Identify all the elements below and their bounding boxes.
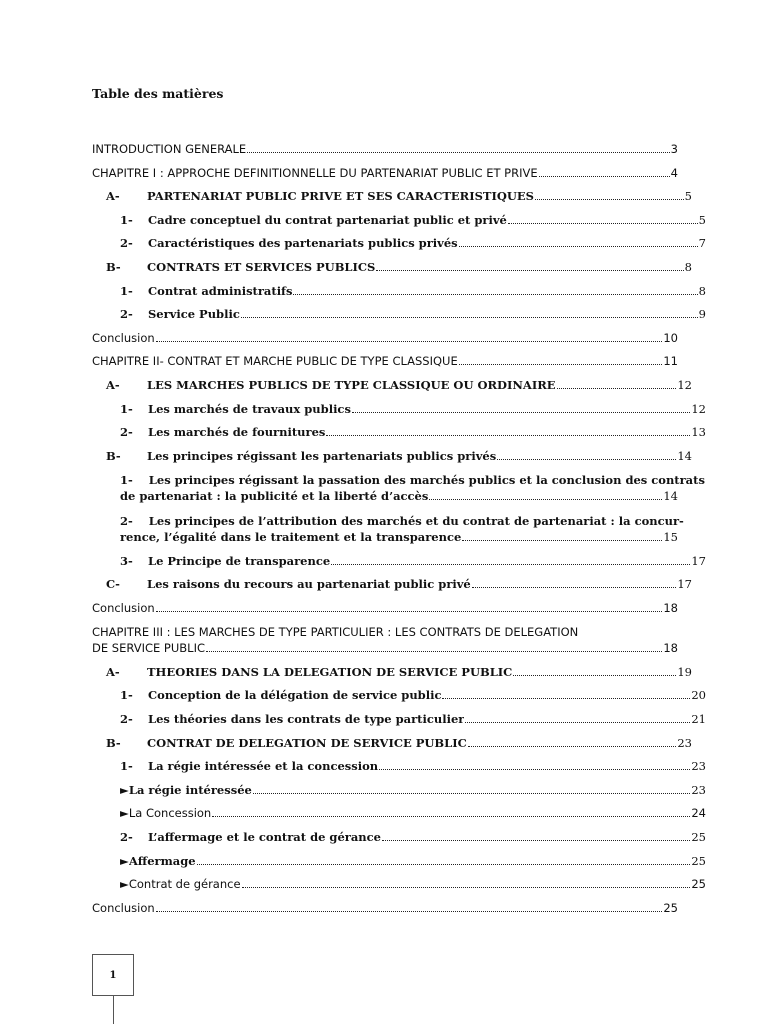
toc-entry-label: THEORIES DANS LA DELEGATION DE SERVICE PUBLIC [147, 664, 513, 679]
dot-leader [465, 721, 690, 723]
toc-entry-label: Caractéristiques des partenariats publics privés [148, 236, 458, 251]
toc-entry-page: 11 [663, 354, 678, 369]
page-number: 1 [109, 969, 117, 981]
page-number-connector [113, 996, 114, 1024]
toc-entry-page: 14 [677, 448, 692, 463]
toc-entry-number: 2- [120, 307, 133, 322]
toc-entry-label: Contrat de gérance [128, 877, 241, 892]
toc-entry[interactable] [92, 688, 706, 703]
arrow-icon: ► [120, 782, 129, 797]
toc-entry[interactable] [92, 284, 706, 299]
toc-entry-page: 18 [663, 600, 678, 615]
dot-leader [539, 175, 670, 177]
toc-entry[interactable] [92, 142, 678, 157]
page-title: Table des matières [92, 86, 224, 101]
toc-entry-page: 9 [698, 307, 706, 322]
toc-entry[interactable] [92, 877, 706, 892]
dot-leader [241, 316, 698, 318]
dot-leader [212, 815, 690, 817]
dot-leader [468, 745, 677, 747]
toc-entry-label: Service Public [148, 307, 240, 322]
toc-entry[interactable] [92, 901, 678, 916]
toc-entry-number: B- [106, 259, 121, 274]
dot-leader [508, 222, 698, 224]
toc-entry-page: 18 [663, 641, 678, 656]
toc-entry-label: Les marchés de travaux publics [148, 401, 351, 416]
dot-leader [459, 245, 698, 247]
toc-entry-number: 1- [120, 473, 133, 488]
toc-entry[interactable] [92, 665, 692, 680]
toc-entry-page: 12 [691, 401, 706, 416]
toc-entry-page: 3 [670, 142, 678, 156]
toc-entry[interactable] [92, 425, 706, 440]
toc-entry-label: Cadre conceptuel du contrat partenariat public et privé [148, 212, 507, 227]
toc-entry[interactable] [92, 449, 692, 464]
toc-entry-page: 7 [698, 236, 706, 251]
toc-entry-label: Les principes régissant la passation des marchés publics et la conclusion des contrats [148, 473, 705, 488]
dot-leader [535, 198, 684, 200]
toc-entry-label: Le Principe de transparence [148, 553, 331, 568]
dot-leader [156, 340, 663, 342]
dot-leader [242, 886, 691, 888]
toc-entry-label: L’affermage et le contrat de gérance [148, 830, 381, 845]
toc-entry[interactable] [92, 213, 706, 228]
toc-entry-label: Affermage [128, 853, 196, 868]
toc-entry-number: A- [106, 189, 120, 204]
toc-entry-label: La régie intéressée et la concession [148, 759, 379, 774]
toc-entry[interactable] [92, 166, 678, 181]
toc-entry-number: 1- [120, 283, 133, 298]
dot-leader [459, 363, 663, 365]
toc-entry-number: 2- [120, 830, 133, 845]
toc-entry-number: 2- [120, 236, 133, 251]
toc-entry-number: A- [106, 664, 120, 679]
dot-leader [156, 910, 663, 912]
dot-leader [197, 863, 691, 865]
toc-entry[interactable] [92, 624, 678, 656]
toc-entry[interactable] [92, 783, 706, 798]
toc-entry[interactable] [92, 513, 684, 545]
dot-leader [206, 650, 662, 652]
toc-entry[interactable] [92, 806, 706, 821]
toc-entry-label: CHAPITRE II- CONTRAT ET MARCHE PUBLIC DE TYPE CLASSIQUE [92, 354, 458, 369]
arrow-icon: ► [120, 877, 129, 892]
toc-entry[interactable] [92, 354, 678, 369]
toc-entry-label: Conclusion [92, 330, 155, 345]
toc-entry[interactable] [92, 712, 706, 727]
toc-entry-number: B- [106, 448, 121, 463]
dot-leader [379, 768, 690, 770]
toc-entry-number: 2- [120, 425, 133, 440]
toc-entry-page: 4 [670, 165, 678, 180]
toc-entry-page: 21 [691, 712, 706, 727]
arrow-icon: ► [120, 806, 129, 821]
toc-entry-number: 2- [120, 712, 133, 727]
toc-entry-label: Les théories dans les contrats de type particulier [148, 712, 465, 727]
toc-entry[interactable] [92, 830, 706, 845]
dot-leader [156, 610, 663, 612]
arrow-icon: ► [120, 853, 129, 868]
dot-leader [382, 839, 690, 841]
toc-entry-number: 1- [120, 688, 133, 703]
dot-leader [293, 293, 697, 295]
toc-entry-page: 17 [691, 553, 706, 568]
toc-entry[interactable] [92, 736, 692, 751]
toc-entry-page: 23 [677, 735, 692, 750]
toc-entry-label: INTRODUCTION GENERALE [92, 142, 247, 156]
toc-entry-number: 1- [120, 212, 133, 227]
toc-entry-page: 5 [698, 212, 706, 227]
toc-entry[interactable] [92, 472, 705, 504]
page-number-box [92, 954, 134, 996]
toc-entry-label: CONTRATS ET SERVICES PUBLICS [147, 259, 376, 274]
toc-entry-page: 25 [691, 830, 706, 845]
toc-entry[interactable] [92, 307, 706, 322]
dot-leader [472, 586, 677, 588]
toc-entry-label: Conclusion [92, 900, 155, 915]
toc-entry-page: 13 [691, 425, 706, 440]
toc-entry[interactable] [92, 331, 678, 346]
toc-entry-label: CHAPITRE III : LES MARCHES DE TYPE PARTICULIER : LES CONTRATS DE DELEGATION [92, 625, 579, 640]
toc-entry-page: 25 [691, 853, 706, 868]
toc-entry[interactable] [92, 260, 692, 275]
toc-entry-page: 25 [663, 900, 678, 915]
toc-entry-label: DE SERVICE PUBLIC [92, 641, 205, 656]
toc-entry-page: 12 [677, 377, 692, 392]
toc-entry-page: 17 [677, 577, 692, 592]
dot-leader [557, 387, 677, 389]
dot-leader [442, 697, 690, 699]
toc-entry[interactable] [92, 402, 706, 417]
dot-leader [462, 539, 662, 541]
toc-entry-number: 1- [120, 759, 133, 774]
toc-entry-page: 23 [691, 782, 706, 797]
toc-entry[interactable] [92, 236, 706, 251]
toc-entry[interactable] [92, 577, 692, 592]
toc-entry-label: Conception de la délégation de service public [148, 688, 442, 703]
dot-leader [497, 458, 676, 460]
dot-leader [326, 434, 690, 436]
toc-entry[interactable] [92, 601, 678, 616]
toc-entry-page: 5 [684, 189, 692, 204]
dot-leader [247, 151, 669, 153]
toc-entry-page: 25 [691, 877, 706, 892]
dot-leader [376, 269, 683, 271]
toc-entry-label: CONTRAT DE DELEGATION DE SERVICE PUBLIC [147, 735, 467, 750]
toc-entry-page: 24 [691, 806, 706, 821]
toc-entry-number: 3- [120, 553, 133, 568]
dot-leader [352, 411, 690, 413]
toc-entry-label: Les raisons du recours au partenariat public privé [147, 577, 471, 592]
toc-entry-label: Les principes régissant les partenariats publics privés [147, 448, 497, 463]
toc-entry-page: 8 [698, 283, 706, 298]
toc-entry-page: 14 [663, 489, 678, 504]
dot-leader [331, 563, 690, 565]
toc-entry-label: PARTENARIAT PUBLIC PRIVE ET SES CARACTERISTIQUES [147, 189, 534, 204]
toc-entry-page: 20 [691, 688, 706, 703]
toc-entry-label: Les principes de l’attribution des marchés et du contrat de partenariat : la concur- [148, 513, 684, 528]
toc-entry-label: Contrat administratifs [148, 283, 293, 298]
toc-entry[interactable] [92, 759, 706, 774]
toc-entry-label: La régie intéressée [128, 782, 252, 797]
toc-entry-number: A- [106, 377, 120, 392]
dot-leader [513, 674, 676, 676]
toc-entry-label: La Concession [128, 806, 212, 821]
toc-entry-label: CHAPITRE I : APPROCHE DEFINITIONNELLE DU PARTENARIAT PUBLIC ET PRIVE [92, 165, 538, 180]
toc-entry-page: 10 [663, 330, 678, 345]
toc-entry-label: de partenariat : la publicité et la liberté d’accès [120, 489, 429, 504]
toc-entry-label: rence, l’égalité dans le traitement et la transparence [120, 529, 462, 544]
toc-entry[interactable] [92, 378, 692, 393]
toc-entry[interactable] [92, 189, 692, 204]
toc-entry-number: 1- [120, 401, 133, 416]
toc-entry-page: 15 [663, 529, 678, 544]
toc-entry[interactable] [92, 554, 706, 569]
toc-entry-number: B- [106, 735, 121, 750]
dot-leader [253, 792, 691, 794]
toc-entry-label: Les marchés de fournitures [148, 425, 326, 440]
toc-entry-page: 8 [684, 259, 692, 274]
dot-leader [429, 498, 662, 500]
toc-entry-label: Conclusion [92, 600, 155, 615]
toc-entry-label: LES MARCHES PUBLICS DE TYPE CLASSIQUE OU ORDINAIRE [147, 377, 556, 392]
table-of-contents [92, 142, 706, 924]
toc-entry-number: C- [106, 577, 120, 592]
toc-entry-page: 19 [677, 664, 692, 679]
toc-entry-page: 23 [691, 759, 706, 774]
toc-entry[interactable] [92, 854, 706, 869]
toc-entry-number: 2- [120, 513, 133, 528]
